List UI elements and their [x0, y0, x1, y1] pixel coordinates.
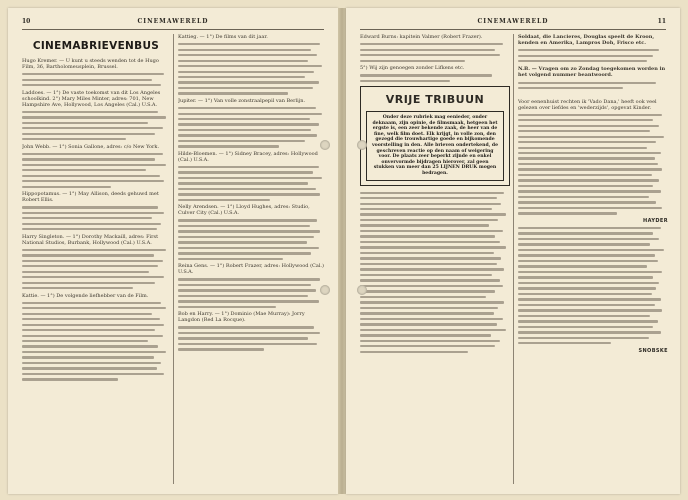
letter-entry: Hugo Kremer. — U kunt u steeds wenden tot de Hugo Film, 36, Bartholomeusplein, Brussel.: [22, 58, 159, 70]
letter-entry: Bob en Harry. — 1°) Dominio (Mae Murray): Jorry Langdon (Red La Rocque).: [178, 311, 305, 324]
box-title: VRIJE TRIBUUN: [385, 93, 485, 106]
right-column-1: [360, 34, 510, 486]
signature-snobske: SNOBSKE: [638, 347, 668, 354]
right-page-number: 11: [657, 18, 666, 25]
left-page: [8, 8, 338, 494]
right-running-title: CINEMAWERELD: [477, 18, 549, 25]
binding-gutter: [338, 8, 346, 494]
binding-hole: [357, 140, 367, 150]
nb-notice: N.B. — Vragen om zo Zondag toegekomen worden in het volgend nummer beantwoord.: [518, 66, 666, 79]
binding-hole: [357, 285, 367, 295]
right-page: [346, 8, 680, 494]
right-running-head: [360, 17, 666, 30]
left-column-2: [178, 34, 326, 486]
letter-entry: Voor eenenhuist rechten ik 'Vado Dana,' heeft ook veel gelezen over liefdes en 'wederzijds', opgevat Kinder.: [518, 98, 657, 111]
left-running-head: [22, 17, 324, 30]
letter-entry: 5°) Wij zijn genoegen zonder Lifkens etc.: [360, 65, 465, 72]
box-notice: Onder deze rubriek mag eenieder, onder deknaam, zijn opinie, de filmsmaak, hetgeen het ergste is, een zeer bekende zaak, de heer van de fine, welk film doet. Elk krijgt, in volle zon, den gezegd die trouwhartige goede en bijkomende voorstelling in den. Alle brieven ondertekend, de geschreven reactie op den naam of weigering voor. De plaats zeer beperkt zijnde en enkel onvervormde bijdragen hierover, zal geen stukken van meer dan 25 LIJNEN DRUK mogen bedragen.: [366, 111, 504, 181]
notice: Soldaat, die Lancieres, Douglas speelt de Kroon, kenden en Amerika, Lampros Doh, Frisco etc.: [518, 34, 655, 46]
left-column-1: [22, 34, 170, 486]
left-running-title: CINEMAWERELD: [137, 18, 209, 25]
binding-hole: [320, 285, 330, 295]
left-page-number: 10: [22, 18, 31, 25]
letter-entry: Laddoes. — 1°) De vaste toekomst van dit Los Angeles schoolkind. 2°) Mary Miles Minter, adres: 701, New Hampshire Ave, Hollywood, Los Angeles (Cal.) U.S.A.: [22, 89, 161, 108]
letter-entry: John Webb. — 1°) Sonia Gallone, adres: c/o New York.: [22, 143, 160, 150]
letter-entry: Hilde-Bloemen. — 1°) Sidney Bracey, adres: Hollywood (Cal.) U.S.A.: [178, 150, 318, 163]
right-column-2: [518, 34, 668, 486]
letter-entry: Kattieg. — 1°) De films van dit jaar.: [178, 34, 268, 40]
section-title: CINEMABRIEVENBUS: [32, 40, 160, 52]
letter-entry: Edward Burns: kapitein Valmer (Robert Frazer).: [360, 34, 483, 40]
signature-hayder: HAYDER: [642, 217, 668, 224]
letter-entry: Jupiter. — 1°) Van volle zonstraalpepil van Berlijn.: [178, 97, 306, 104]
letter-entry: Kattie. — 1°) De volgende liefhebber van de Film.: [22, 292, 149, 299]
letter-entry: Reina Gens. — 1°) Robert Frazer, adres: Hollywood (Cal.) U.S.A.: [178, 263, 324, 276]
letter-entry: Harry Singleton. — 1°) Dorothy Mackaill, adres: First National Studios, Burbank, Hollywood (Cal.) U.S.A.: [22, 233, 159, 246]
binding-hole: [320, 140, 330, 150]
letter-entry: Hippopotamus. — 1°) May Allison, deeds gehuwd met Robert Ellis.: [22, 191, 159, 204]
vrije-tribuun-box: [360, 86, 510, 186]
letter-entry: Nelly Arendsen. — 1°) Lloyd Hughes, adres: Studio, Culver City (Cal.) U.S.A.: [178, 204, 310, 217]
